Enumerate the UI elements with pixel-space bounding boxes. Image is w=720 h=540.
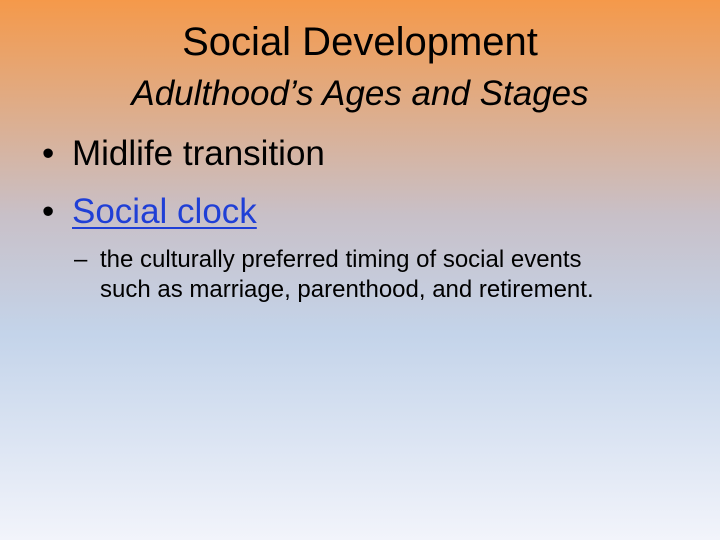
definition-line-1 [74, 245, 694, 275]
sub-bullet-marker: – [74, 246, 88, 273]
definition-text-2: such as marriage, parenthood, and retirement. [100, 276, 594, 303]
bullet-marker: • [42, 134, 55, 173]
slide-title: Social Development [182, 20, 538, 64]
social-clock-definition [74, 245, 694, 305]
bullet-midlife-transition [42, 133, 325, 175]
slide-subtitle: Adulthood’s Ages and Stages [131, 74, 589, 113]
definition-text-1: the culturally preferred timing of social events [100, 246, 582, 273]
social-clock-link[interactable]: Social clock [72, 192, 257, 231]
bullet-marker: • [42, 192, 55, 231]
bullet-social-clock [42, 191, 257, 233]
bullet-label: Midlife transition [72, 134, 325, 173]
